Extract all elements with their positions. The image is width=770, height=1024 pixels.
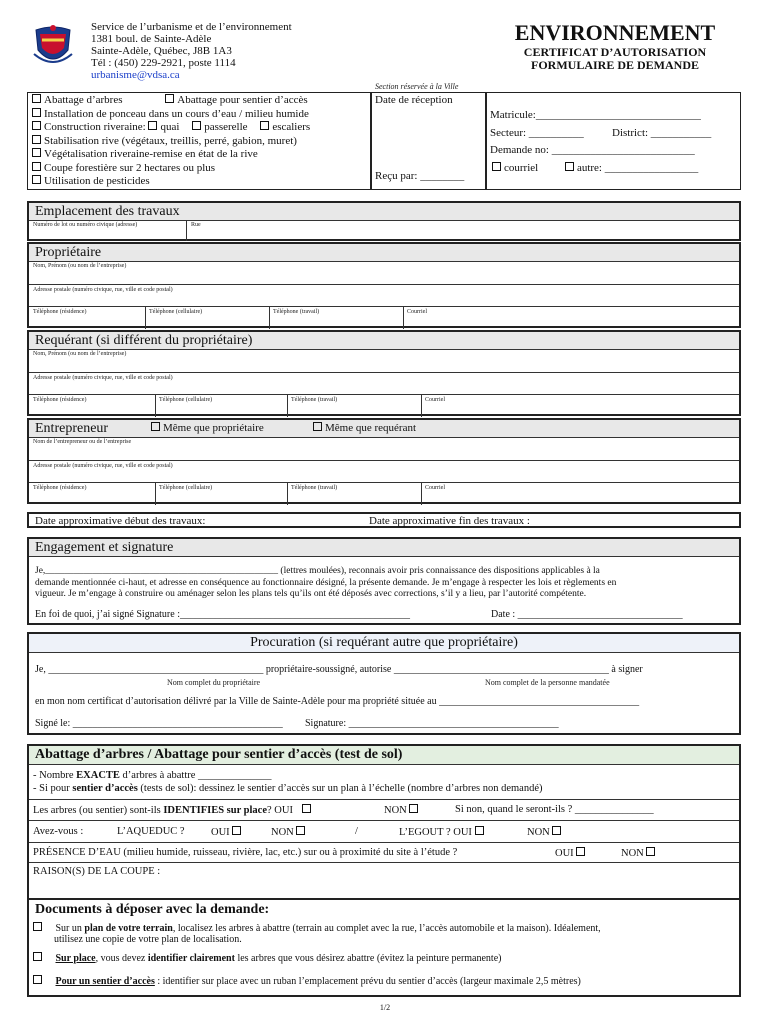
doc2-a: Sur place xyxy=(55,953,96,964)
req-tel-travail[interactable]: Téléphone (travail) xyxy=(291,397,338,403)
q2-label: Avez-vous : xyxy=(33,826,84,837)
form-title: ENVIRONNEMENT xyxy=(514,20,716,45)
caption-mandataire: Nom complet de la personne mandatée xyxy=(485,678,610,687)
recu-par[interactable]: Reçu par: ________ xyxy=(375,170,465,182)
label-meme-proprietaire: Même que propriétaire xyxy=(163,422,264,434)
procuration-title: Procuration (si requérant autre que propriétaire) xyxy=(29,634,739,653)
label-sentier: Abattage pour sentier d’accès xyxy=(177,94,308,106)
checkbox-pesticides[interactable] xyxy=(32,175,41,184)
date-debut[interactable]: Date approximative début des travaux: xyxy=(35,515,206,527)
ent-tel-residence[interactable]: Téléphone (résidence) xyxy=(33,485,87,491)
prop-adresse-field[interactable]: Adresse postale (numéro civique, rue, ville et code postal) xyxy=(33,287,173,293)
req-tel-cellulaire[interactable]: Téléphone (cellulaire) xyxy=(159,397,213,403)
q1-oui: ? OUI xyxy=(267,805,293,816)
checkbox-egout-oui[interactable] xyxy=(475,826,484,835)
egout-oui: L’EGOUT ? OUI xyxy=(399,827,472,838)
address-line-1: 1381 boul. de Sainte-Adèle xyxy=(91,33,212,45)
documents-section xyxy=(27,900,741,997)
label-passerelle: passerelle xyxy=(204,121,248,133)
label-escaliers: escaliers xyxy=(272,121,311,133)
eau-oui: OUI xyxy=(555,848,574,859)
caption-owner: Nom complet du propriétaire xyxy=(167,678,261,687)
q3-eau: PRÉSENCE D’EAU (milieu humide, ruisseau, rivière, lac, etc.) sur ou à proximité du site à l’étude ? xyxy=(33,847,458,858)
checkbox-egout-non[interactable] xyxy=(552,826,561,835)
label-vegetalisation: Végétalisation riveraine-remise en état de la rive xyxy=(44,148,258,160)
checkbox-vegetalisation[interactable] xyxy=(32,148,41,157)
proprietaire-section xyxy=(27,242,741,328)
checkbox-meme-proprietaire[interactable] xyxy=(151,422,160,431)
req-nom-field[interactable]: Nom, Prénom (ou nom de l’entreprise) xyxy=(33,351,127,357)
doc2-d: les arbres que vous désirez abattre (évitez la peinture permanente) xyxy=(234,953,502,964)
aqueduc-oui: OUI xyxy=(211,827,230,838)
city-logo xyxy=(28,22,78,72)
doc3-a: Pour un sentier d’accès xyxy=(55,976,155,987)
engagement-signature[interactable]: En foi de quoi, j’ai signé Signature :______________________________________________ xyxy=(35,609,410,620)
date-reception[interactable]: Date de réception xyxy=(375,94,453,106)
emplacement-title: Emplacement des travaux xyxy=(29,203,739,221)
page-number: 1/2 xyxy=(379,1003,391,1012)
eau-non: NON xyxy=(621,848,644,859)
engagement-text-3: vigueur. Je m’engage à construire ou aménager selon les plans tels qu’ils ont été déposés avec corrections, s’il y a lieu, par l’autorité compétente. xyxy=(35,589,587,599)
doc2-c: identifier clairement xyxy=(147,953,235,964)
procuration-signature[interactable]: Signature: __________________________________________ xyxy=(305,718,559,729)
procuration-signer: à signer xyxy=(611,664,643,675)
district[interactable]: District: ___________ xyxy=(612,127,712,139)
checkbox-identifies-oui[interactable] xyxy=(302,804,311,813)
entrepreneur-section xyxy=(27,418,741,504)
checkbox-aqueduc-oui[interactable] xyxy=(232,826,241,835)
checkbox-aqueduc-non[interactable] xyxy=(296,826,305,835)
q2-slash: / xyxy=(355,826,358,837)
ent-courriel[interactable]: Courriel xyxy=(425,485,445,491)
checkbox-quai[interactable] xyxy=(148,121,157,130)
engagement-name[interactable]: Je,_________________________________________________ xyxy=(35,566,279,576)
documents-title: Documents à déposer avec la demande: xyxy=(35,902,270,917)
q1-non: NON xyxy=(384,805,407,816)
checkbox-ponceau[interactable] xyxy=(32,108,41,117)
checkbox-eau-non[interactable] xyxy=(646,847,655,856)
abattage-title: Abattage d’arbres / Abattage pour sentier d’accès (test de sol) xyxy=(29,746,739,765)
procuration-signed-on[interactable]: Signé le: __________________________________________ xyxy=(35,718,283,729)
label-courriel: courriel xyxy=(504,162,539,174)
prop-tel-residence[interactable]: Téléphone (résidence) xyxy=(33,309,87,315)
emplacement-section xyxy=(27,201,741,241)
form-subtitle-2: FORMULAIRE DE DEMANDE xyxy=(531,58,699,72)
matricule[interactable]: Matricule:______________________________ xyxy=(490,109,701,121)
ent-nom-field[interactable]: Nom de l’entrepreneur ou de l’entreprise xyxy=(33,439,132,445)
checkbox-autre[interactable] xyxy=(565,162,574,171)
checkbox-identifies-non[interactable] xyxy=(409,804,418,813)
q1-quand[interactable]: Si non, quand le seront-ils ? _______________ xyxy=(455,804,654,815)
procuration-section xyxy=(27,632,741,735)
ent-tel-cellulaire[interactable]: Téléphone (cellulaire) xyxy=(159,485,213,491)
entrepreneur-title: Entrepreneur xyxy=(35,421,109,436)
abattage-b1b: EXACTE xyxy=(76,770,120,781)
engagement-date[interactable]: Date : _________________________________ xyxy=(491,609,683,620)
label-pesticides: Utilisation de pesticides xyxy=(44,175,150,187)
checkbox-doc-sur-place[interactable] xyxy=(33,952,42,961)
checkbox-eau-oui[interactable] xyxy=(576,847,585,856)
dept-name: Service de l’urbanisme et de l’environnement xyxy=(91,21,292,33)
doc1-d: utilisez une copie de votre plan de localisation. xyxy=(54,934,242,945)
abattage-nombre-arbres[interactable]: d’arbres à abattre ______________ xyxy=(119,770,272,781)
label-stabilisation: Stabilisation rive (végétaux, treillis, perré, gabion, muret) xyxy=(44,134,297,147)
demande-no[interactable]: Demande no: __________________________ xyxy=(490,144,695,156)
engagement-text-1: (lettres moulées), reconnais avoir pris connaissance des dispositions applicables à la xyxy=(280,566,600,576)
phone: Tél : (450) 229-2921, poste 1114 xyxy=(91,57,236,69)
doc3-b: : identifier sur place avec un ruban l’emplacement prévu du sentier d’accès (largeur maximale 2,5 mètres) xyxy=(154,976,581,987)
raison-coupe[interactable]: RAISON(S) DE LA COUPE : xyxy=(33,866,161,877)
ent-adresse-field[interactable]: Adresse postale (numéro civique, rue, ville et code postal) xyxy=(33,463,173,469)
reserved-label: Section réservée à la Ville xyxy=(375,82,459,91)
secteur[interactable]: Secteur: __________ xyxy=(490,127,584,139)
procuration-mandataire[interactable]: propriétaire-soussigné, autorise ___________________________________________ xyxy=(265,664,609,675)
label-coupe: Coupe forestière sur 2 hectares ou plus xyxy=(44,161,216,174)
doc1-b: plan de votre terrain xyxy=(84,923,173,934)
abattage-b2c: (tests de sol): dessinez le sentier d’accès sur un plan à l’échelle (nombre d’arbres non demandé) xyxy=(137,783,543,794)
checkbox-stabilisation[interactable] xyxy=(32,135,41,144)
abattage-section xyxy=(27,744,741,900)
q1-bold: IDENTIFIES sur place xyxy=(163,805,268,816)
abattage-b1a: - Nombre xyxy=(33,770,77,781)
label-autre: autre: _________________ xyxy=(576,162,699,174)
rue-field[interactable]: Rue xyxy=(191,222,201,228)
checkbox-doc-sentier[interactable] xyxy=(33,975,42,984)
prop-tel-travail[interactable]: Téléphone (travail) xyxy=(273,309,320,315)
engagement-text-2: demande mentionnée ci-haut, et adresse en conséquence au fonctionnaire désigné, la présente demande. Je m’engage à respecter les lois et règlements en xyxy=(35,577,617,588)
email-link[interactable]: urbanisme@vdsa.ca xyxy=(91,69,180,81)
req-adresse-field[interactable]: Adresse postale (numéro civique, rue, ville et code postal) xyxy=(33,375,173,381)
date-fin[interactable]: Date approximative fin des travaux : xyxy=(369,515,530,527)
engagement-section xyxy=(27,537,741,625)
dates-section xyxy=(27,512,741,528)
checkbox-construction[interactable] xyxy=(32,121,41,130)
q1-text: Les arbres (ou sentier) sont-ils xyxy=(33,805,164,816)
req-courriel[interactable]: Courriel xyxy=(425,397,445,403)
requerant-section xyxy=(27,330,741,416)
prop-tel-cellulaire[interactable]: Téléphone (cellulaire) xyxy=(149,309,203,315)
doc2-b: , vous devez xyxy=(95,953,148,964)
checkbox-sentier[interactable] xyxy=(165,94,174,103)
checkbox-courriel[interactable] xyxy=(492,162,501,171)
label-meme-requerant: Même que requérant xyxy=(325,422,417,434)
prop-courriel[interactable]: Courriel xyxy=(407,309,427,315)
checkbox-meme-requerant[interactable] xyxy=(313,422,322,431)
doc1-a: Sur un xyxy=(55,923,85,934)
procuration-address[interactable]: en mon nom certificat d’autorisation délivré par la Ville de Sainte-Adèle pour ma propriété située au ________________________________________ xyxy=(35,696,640,707)
procuration-owner[interactable]: Je, ___________________________________________ xyxy=(35,664,264,675)
label-construction: Construction riveraine: xyxy=(44,121,146,133)
checkbox-abattage[interactable] xyxy=(32,94,41,103)
ent-tel-travail[interactable]: Téléphone (travail) xyxy=(291,485,338,491)
checkbox-escaliers[interactable] xyxy=(260,121,269,130)
proprietaire-title: Propriétaire xyxy=(29,244,739,262)
prop-nom-field[interactable]: Nom, Prénom (ou nom de l’entreprise) xyxy=(33,263,127,269)
egout-non: NON xyxy=(527,827,550,838)
abattage-b2a: - Si pour xyxy=(33,783,73,794)
req-tel-residence[interactable]: Téléphone (résidence) xyxy=(33,397,87,403)
lot-field[interactable]: Numéro de lot ou numéro civique (adresse) xyxy=(33,222,138,228)
checkbox-doc-plan[interactable] xyxy=(33,922,42,931)
label-quai: quai xyxy=(160,121,180,133)
aqueduc-non: NON xyxy=(271,827,294,838)
requerant-title: Requérant (si différent du propriétaire) xyxy=(29,332,739,350)
checkbox-passerelle[interactable] xyxy=(192,121,201,130)
checkbox-coupe[interactable] xyxy=(32,162,41,171)
doc1-c: , localisez les arbres à abattre (terrain au complet avec la rue, l’accès automobile et la maison). Idéalement, xyxy=(172,923,601,934)
label-ponceau: Installation de ponceau dans un cours d’eau / milieu humide xyxy=(44,107,309,120)
abattage-b2b: sentier d’accès xyxy=(72,783,138,794)
q2-aqueduc: L’AQUEDUC ? xyxy=(117,826,185,837)
form-subtitle-1: CERTIFICAT D’AUTORISATION xyxy=(523,45,707,59)
label-abattage: Abattage d’arbres xyxy=(44,94,123,106)
address-line-2: Sainte-Adèle, Québec, J8B 1A3 xyxy=(91,45,232,57)
engagement-title: Engagement et signature xyxy=(29,539,739,557)
